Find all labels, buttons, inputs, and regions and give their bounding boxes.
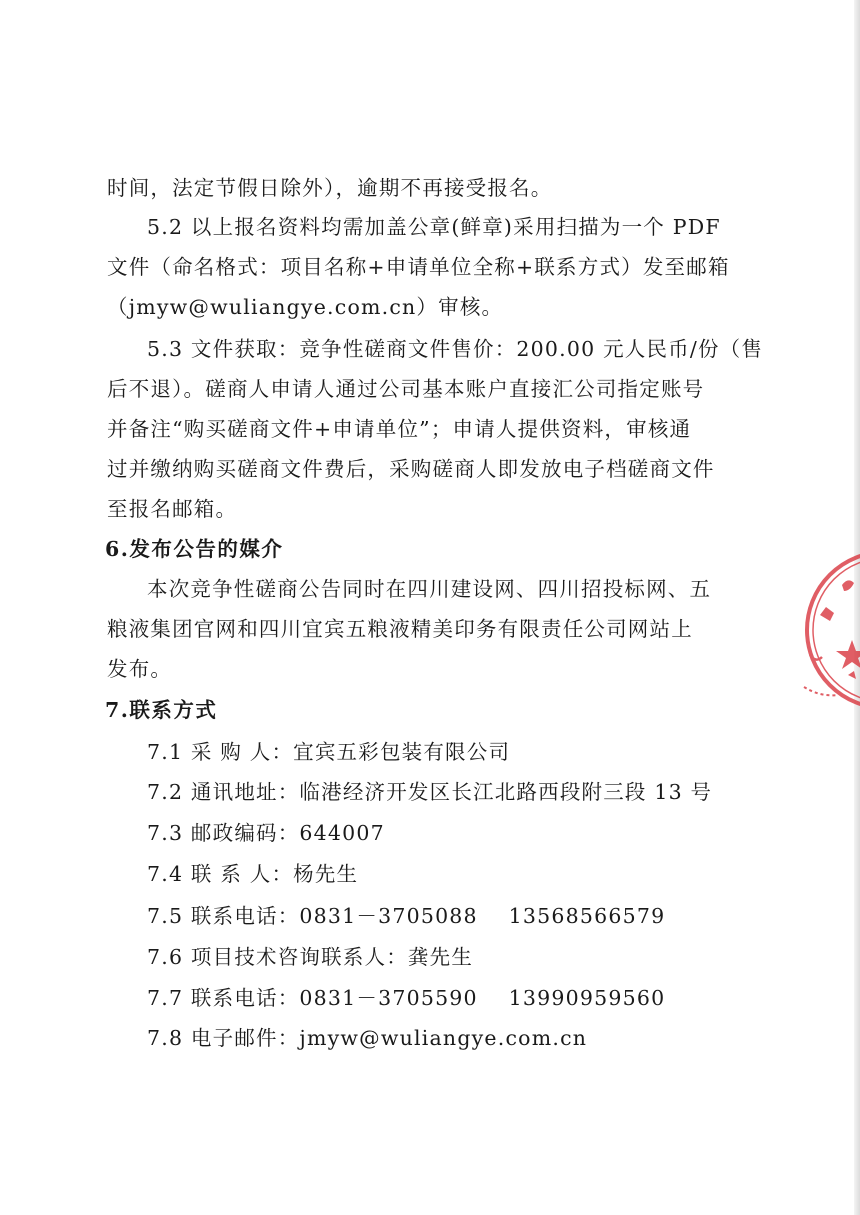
paragraph-line: （jmyw@wuliangye.com.cn）审核。	[107, 295, 504, 319]
paragraph-line: 5.3 文件获取：竞争性磋商文件售价：200.00 元人民币/份（售	[147, 337, 764, 361]
contact-item	[147, 1021, 587, 1051]
seal-glyph-fragment	[842, 580, 854, 591]
contact-value: 杨先生	[293, 862, 359, 886]
paragraph-line: 文件（命名格式：项目名称+申请单位全称+联系方式）发至邮箱	[107, 255, 730, 279]
paragraph-line: 过并缴纳购买磋商文件费后，采购磋商人即发放电子档磋商文件	[107, 457, 715, 481]
contact-item	[147, 940, 473, 970]
contact-item	[147, 899, 665, 929]
seal-star-icon	[836, 640, 860, 669]
paragraph-line: 粮液集团官网和四川宜宾五粮液精美印务有限责任公司网站上	[107, 617, 693, 641]
contact-label: 7.1 采 购 人：	[147, 740, 294, 764]
seal-graphic	[790, 545, 860, 715]
contact-label: 7.5 联系电话：	[147, 904, 300, 928]
paragraph-line: 发布。	[107, 657, 173, 681]
contact-label: 7.8 电子邮件：	[147, 1026, 300, 1050]
contact-value: 龚先生	[407, 945, 474, 969]
contact-value: jmyw@wuliangye.com.cn	[299, 1026, 588, 1050]
section-heading: 6.发布公告的媒介	[105, 537, 284, 561]
contact-value: 644007	[299, 821, 385, 845]
contact-value: 临港经济开发区长江北路西段附三段 13 号	[299, 780, 713, 804]
contact-value: 0831－3705590 13990959560	[299, 986, 666, 1010]
paragraph-line: 时间，法定节假日除外），逾期不再接受报名。	[107, 176, 553, 200]
contact-label: 7.3 邮政编码：	[147, 821, 300, 845]
paragraph-line: 本次竞争性磋商公告同时在四川建设网、四川招投标网、五	[147, 577, 712, 601]
company-seal	[790, 545, 860, 715]
seal-inner-ring	[813, 558, 860, 702]
contact-label: 7.4 联 系 人：	[147, 862, 294, 886]
contact-item	[147, 857, 358, 887]
contact-item	[147, 981, 665, 1011]
contact-item	[147, 816, 385, 846]
seal-outer-ring	[807, 552, 860, 708]
contact-label: 7.7 联系电话：	[147, 986, 300, 1010]
contact-label: 7.2 通讯地址：	[147, 780, 300, 804]
contact-item	[147, 735, 510, 765]
seal-glyph-fragment	[848, 671, 856, 679]
contact-label: 7.6 项目技术咨询联系人：	[147, 945, 408, 969]
paragraph-line: 后不退）。磋商人申请人通过公司基本账户直接汇公司指定账号	[107, 377, 705, 401]
paragraph-line: 至报名邮箱。	[107, 497, 238, 521]
seal-glyph-fragment	[820, 607, 834, 621]
section-heading: 7.联系方式	[105, 698, 218, 722]
contact-value: 宜宾五彩包装有限公司	[293, 740, 511, 764]
paragraph-line: 5.2 以上报名资料均需加盖公章(鲜章)采用扫描为一个 PDF	[147, 215, 721, 239]
contact-value: 0831－3705088 13568566579	[299, 904, 666, 928]
paragraph-line: 并备注“购买磋商文件+申请单位”；申请人提供资料，审核通	[107, 417, 692, 441]
contact-item	[147, 775, 712, 805]
